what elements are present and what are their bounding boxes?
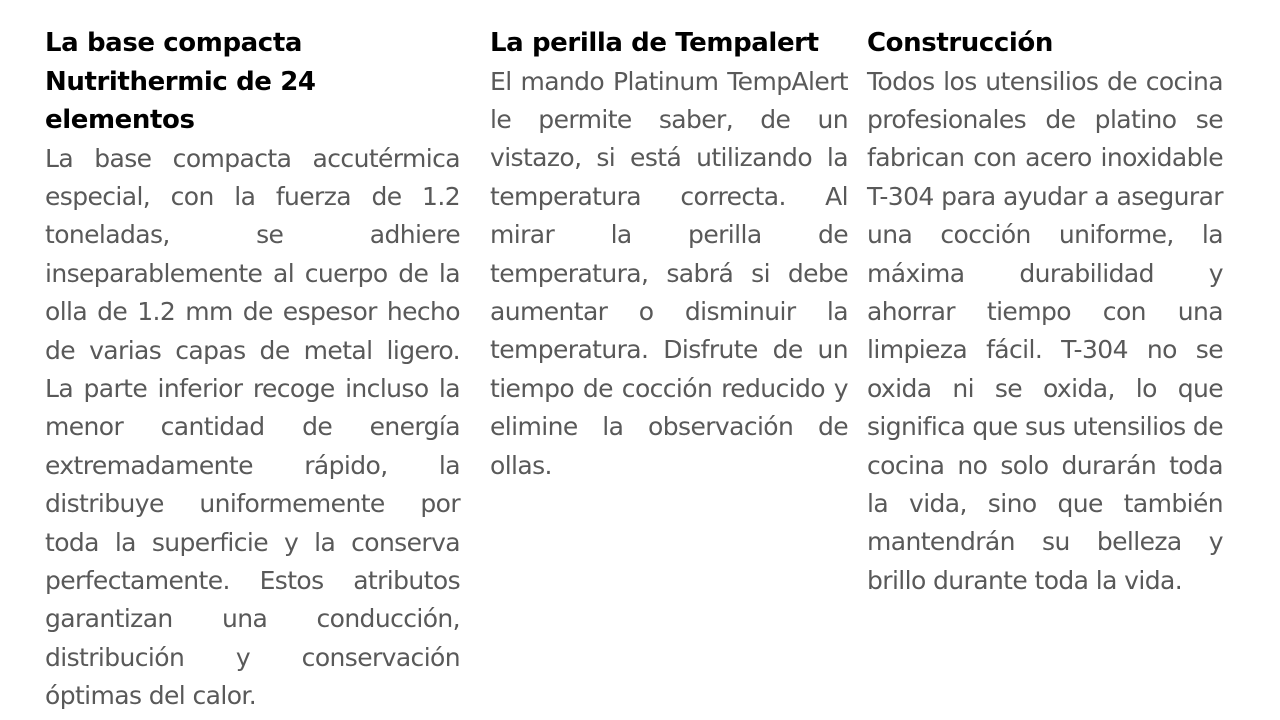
column-body: La base compacta accutérmica especial, con la fuerza de 1.2 toneladas, se adhiere inseparablemente al cuerpo de la olla de 1.2 mm de espesor hecho de varias capas de metal ligero. La parte inferior recoge incluso la menor cantidad de energía extremadamente rápido, la distribuye uniformemente por toda la superficie y la conserva perfectamente. Estos atributos garantizan una conducción, distribución y conservación óptimas del calor. xyxy=(45,143,460,711)
column-tempalert-knob xyxy=(490,24,848,485)
column-heading: La base compacta Nutrithermic de 24 elementos xyxy=(45,28,316,135)
column-heading: La perilla de Tempalert xyxy=(490,28,819,58)
column-construction xyxy=(867,24,1223,600)
column-nutrithermic-base xyxy=(45,24,460,716)
column-body: Todos los utensilios de cocina profesionales de platino se fabrican con acero inoxidable T-304 para ayudar a asegurar una cocción uniforme, la máxima durabilidad y ahorrar tiempo con una limpieza fácil. T-304 no se oxida ni se oxida, lo que significa que sus utensilios de cocina no solo durarán toda la vida, sino que también mantendrán su belleza y brillo durante toda la vida. xyxy=(867,66,1223,595)
column-body: El mando Platinum TempAlert le permite saber, de un vistazo, si está utilizando la temperatura correcta. Al mirar la perilla de temperatura, sabrá si debe aumentar o disminuir la temperatura. Disfrute de un tiempo de cocción reducido y elimine la observación de ollas. xyxy=(490,66,848,480)
column-heading: Construcción xyxy=(867,28,1053,58)
